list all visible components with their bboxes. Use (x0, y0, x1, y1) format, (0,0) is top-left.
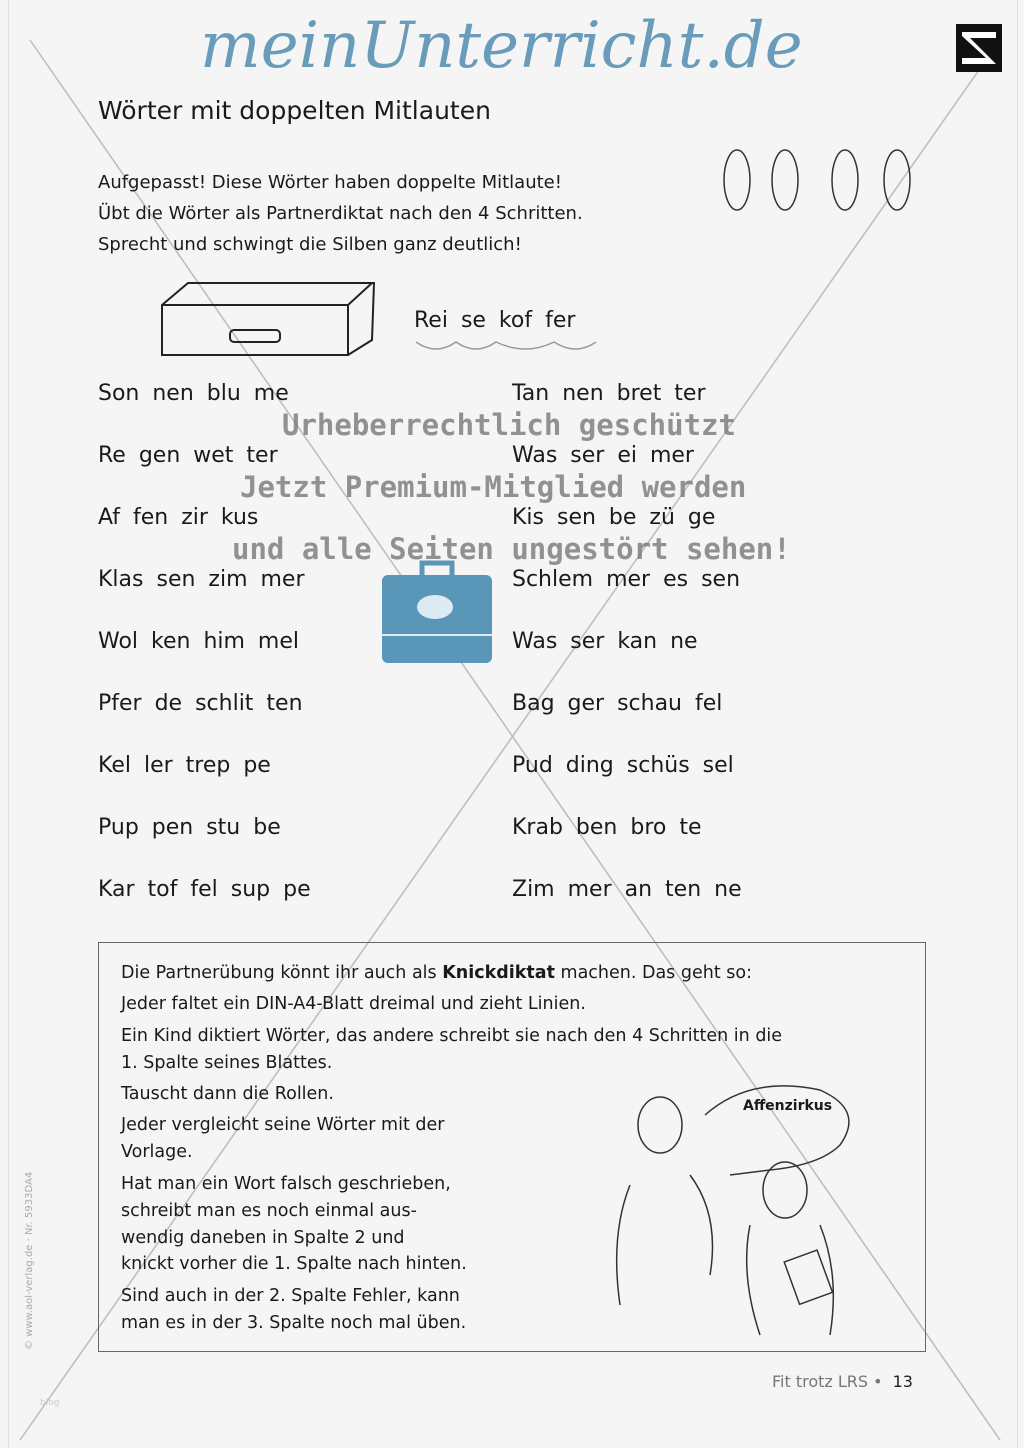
syllable-word: Tan nen bret ter (512, 381, 706, 406)
watermark-text: Urheberrechtlich geschützt (282, 408, 736, 442)
box-line: schreibt man es noch einmal aus- (121, 1201, 417, 1221)
copyright-note: © www.aol-verlag.de · Nr. 5933DA4 (24, 1171, 35, 1350)
blog-label: blog (40, 1398, 60, 1408)
syllable-word: Bag ger schau fel (512, 691, 723, 716)
text: Die Partnerübung könnt ihr auch als (121, 963, 443, 983)
box-line: Ein Kind diktiert Wörter, das andere schreibt sie nach den 4 Schritten in die (121, 1026, 783, 1046)
syllable-word: Kel ler trep pe (98, 753, 271, 778)
suitcase-icon (158, 280, 380, 360)
intro-line: Sprecht und schwingt die Silben ganz deutlich! (98, 234, 522, 255)
children-illustration (590, 1075, 880, 1350)
footprints-icon (715, 135, 920, 220)
watermark-logo: meinUnterricht.de (200, 9, 803, 83)
book-title: Fit trotz LRS (772, 1372, 869, 1391)
bullet: • (873, 1372, 883, 1391)
syllable-word: Wol ken him mel (98, 629, 300, 654)
syllable-word: Klas sen zim mer (98, 567, 305, 592)
box-line: Jeder vergleicht seine Wörter mit der (121, 1115, 445, 1135)
box-line: Jeder faltet ein DIN-A4-Blatt dreimal und zieht Linien. (121, 994, 586, 1014)
box-line: knickt vorher die 1. Spalte nach hinten. (121, 1254, 467, 1274)
syllable-word: Was ser kan ne (512, 629, 698, 654)
syllable-word: Was ser ei mer (512, 443, 694, 468)
footer (772, 1372, 913, 1391)
bold-term: Knickdiktat (442, 963, 555, 983)
speech-bubble-text: Affenzirkus (743, 1098, 833, 1114)
publisher-logo-icon (956, 24, 1002, 72)
syllable-word: Kis sen be zü ge (512, 505, 716, 530)
intro-line: Übt die Wörter als Partnerdiktat nach den 4 Schritten. (98, 203, 583, 224)
page-title: Wörter mit doppelten Mitlauten (98, 96, 491, 125)
syllable-word: Kar tof fel sup pe (98, 877, 311, 902)
box-line: wendig daneben in Spalte 2 und (121, 1228, 405, 1248)
syllable-word: Son nen blu me (98, 381, 289, 406)
syllable-word: Pud ding schüs sel (512, 753, 734, 778)
box-line: Sind auch in der 2. Spalte Fehler, kann (121, 1286, 460, 1306)
watermark-text: und alle Seiten ungestört sehen! (232, 532, 791, 566)
syllable-word: Krab ben bro te (512, 815, 702, 840)
box-line: Hat man ein Wort falsch geschrieben, (121, 1174, 451, 1194)
syllable-word: Pup pen stu be (98, 815, 281, 840)
syllable-word: Af fen zir kus (98, 505, 259, 530)
intro-line: Aufgepasst! Diese Wörter haben doppelte Mitlaute! (98, 172, 562, 193)
watermark-briefcase-icon (380, 555, 494, 665)
syllable-word: Re gen wet ter (98, 443, 278, 468)
box-line: Tauscht dann die Rollen. (121, 1084, 334, 1104)
box-line: Vorlage. (121, 1142, 193, 1162)
syllable-word: Zim mer an ten ne (512, 877, 742, 902)
syllable-word: Schlem mer es sen (512, 567, 741, 592)
box-line: 1. Spalte seines Blattes. (121, 1053, 333, 1073)
syllable-arcs (414, 338, 598, 354)
box-line (121, 960, 752, 987)
syllable-word: Pfer de schlit ten (98, 691, 303, 716)
box-line: man es in der 3. Spalte noch mal üben. (121, 1313, 467, 1333)
example-word: Rei se kof fer (414, 308, 576, 333)
page-number: 13 (892, 1372, 913, 1391)
watermark-text: Jetzt Premium-Mitglied werden (240, 470, 747, 504)
text: machen. Das geht so: (554, 963, 752, 983)
